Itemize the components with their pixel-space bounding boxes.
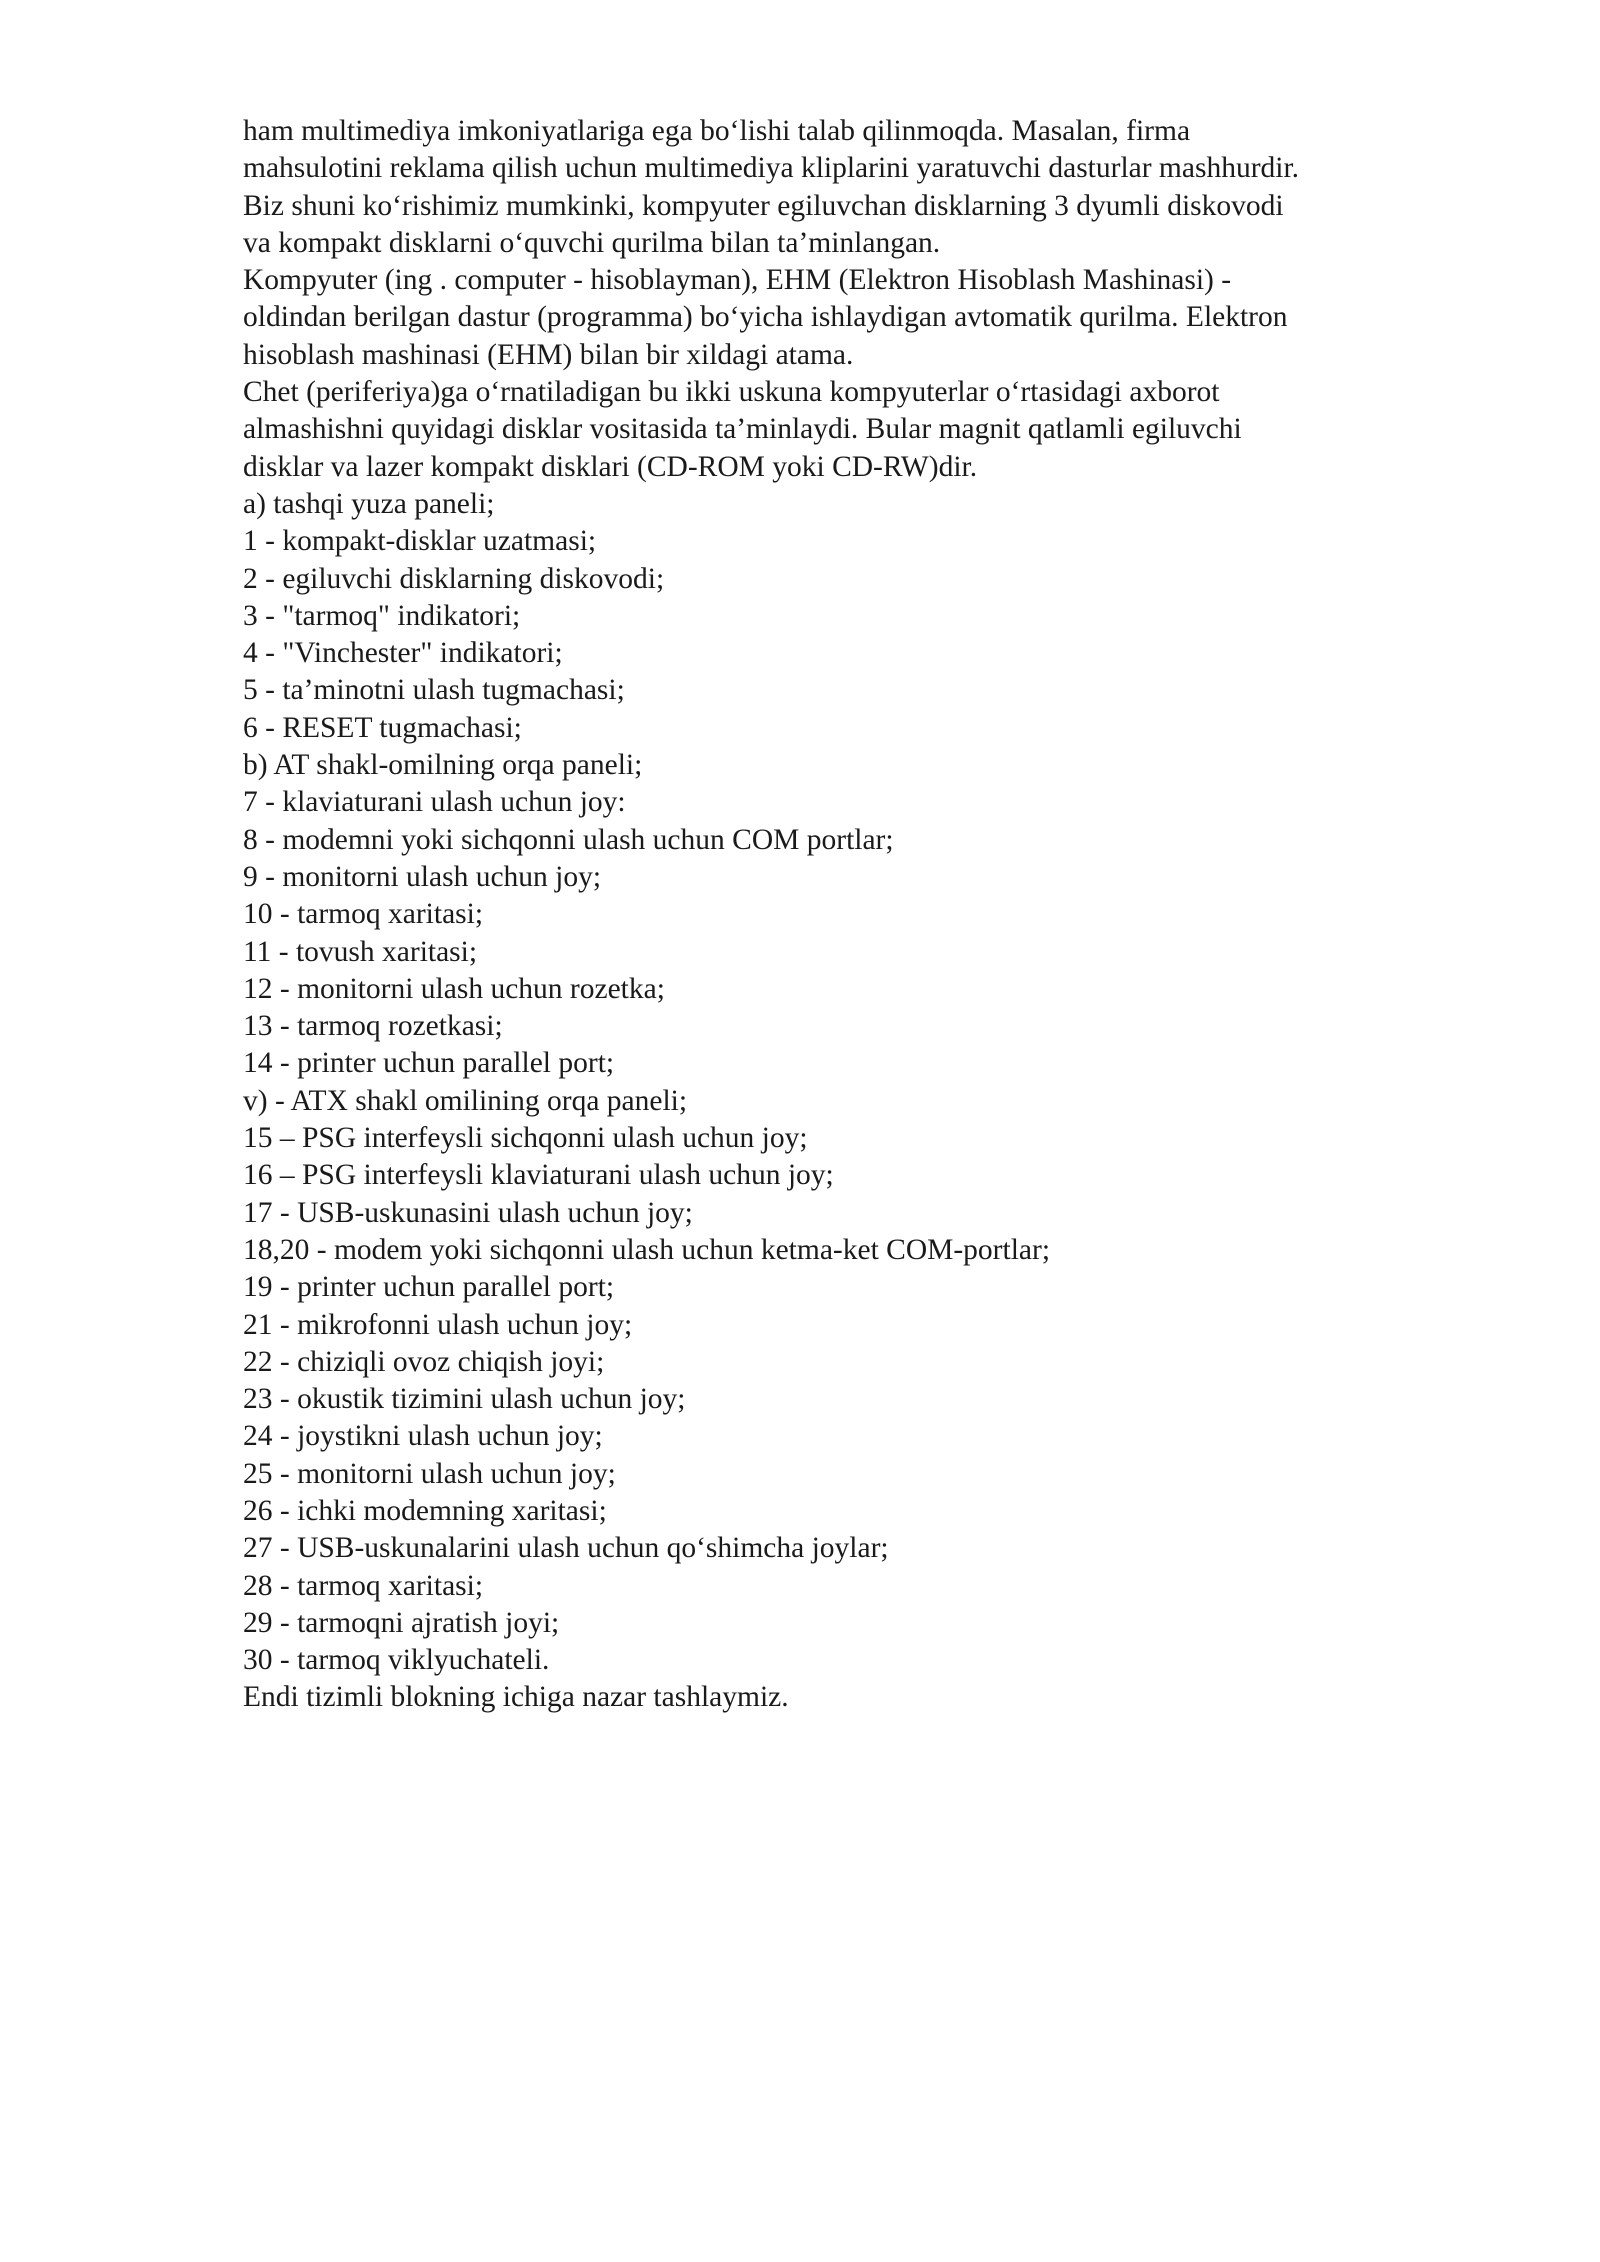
list-item: 26 - ichki modemning xaritasi; <box>243 1494 607 1527</box>
list-item: 30 - tarmoq viklyuchateli. <box>243 1644 550 1677</box>
list-item: 6 - RESET tugmachasi; <box>243 711 522 744</box>
list-item: 13 - tarmoq rozetkasi; <box>243 1010 503 1043</box>
text-line: Chet (periferiya)ga o‘rnatiladigan bu ikki uskuna kompyuterlar o‘rtasidagi axborot <box>243 376 1220 409</box>
list-item: 18,20 - modem yoki sichqonni ulash uchun ketma-ket COM-portlar; <box>243 1233 1051 1266</box>
list-item: 28 - tarmoq xaritasi; <box>243 1569 484 1602</box>
section-heading: a) tashqi yuza paneli; <box>243 487 495 520</box>
section-heading: b) AT shakl-omilning orqa paneli; <box>243 749 643 782</box>
list-item: 11 - tovush xaritasi; <box>243 935 478 968</box>
text-line: hisoblash mashinasi (EHM) bilan bir xildagi atama. <box>243 338 854 371</box>
list-item: 5 - ta’minotni ulash tugmachasi; <box>243 674 625 707</box>
list-item: 7 - klaviaturani ulash uchun joy: <box>243 786 626 819</box>
list-item: 3 - "tarmoq" indikatori; <box>243 599 521 632</box>
list-item: 8 - modemni yoki sichqonni ulash uchun COM portlar; <box>243 823 894 856</box>
list-item: 24 - joystikni ulash uchun joy; <box>243 1420 603 1453</box>
list-item: 22 - chiziqli ovoz chiqish joyi; <box>243 1345 605 1378</box>
list-item: 27 - USB-uskunalarini ulash uchun qo‘shimcha joylar; <box>243 1532 889 1565</box>
text-line: oldindan berilgan dastur (programma) bo‘yicha ishlaydigan avtomatik qurilma. Elektron <box>243 301 1288 334</box>
text-line: Kompyuter (ing . computer - hisoblayman), EHM (Elektron Hisoblash Mashinasi) - <box>243 264 1232 297</box>
list-item: 16 – PSG interfeysli klaviaturani ulash uchun joy; <box>243 1159 834 1192</box>
list-item: 12 - monitorni ulash uchun rozetka; <box>243 972 665 1005</box>
text-line: va kompakt disklarni o‘quvchi qurilma bilan ta’minlangan. <box>243 226 941 259</box>
text-line: Biz shuni ko‘rishimiz mumkinki, kompyuter egiluvchan disklarning 3 dyumli diskovodi <box>243 189 1284 222</box>
list-item: 19 - printer uchun parallel port; <box>243 1271 615 1304</box>
list-item: 29 - tarmoqni ajratish joyi; <box>243 1606 560 1639</box>
list-item: 9 - monitorni ulash uchun joy; <box>243 860 602 893</box>
closing-text: Endi tizimli blokning ichiga nazar tashlaymiz. <box>243 1681 789 1714</box>
list-item: 23 - okustik tizimini ulash uchun joy; <box>243 1383 686 1416</box>
list-item: 17 - USB-uskunasini ulash uchun joy; <box>243 1196 693 1229</box>
text-line: almashishni quyidagi disklar vositasida ta’minlaydi. Bular magnit qatlamli egiluvchi <box>243 413 1242 446</box>
list-item: 4 - "Vinchester" indikatori; <box>243 637 563 670</box>
list-item: 1 - kompakt-disklar uzatmasi; <box>243 525 597 558</box>
section-heading: v) - ATX shakl omilining orqa paneli; <box>243 1084 688 1117</box>
document-body <box>243 113 1423 1717</box>
list-item: 14 - printer uchun parallel port; <box>243 1047 615 1080</box>
list-item: 21 - mikrofonni ulash uchun joy; <box>243 1308 633 1341</box>
text-line: disklar va lazer kompakt disklari (CD-ROM yoki CD-RW)dir. <box>243 450 978 483</box>
text-line: ham multimediya imkoniyatlariga ega bo‘lishi talab qilinmoqda. Masalan, firma <box>243 115 1191 147</box>
list-item: 2 - egiluvchi disklarning diskovodi; <box>243 562 665 595</box>
list-item: 25 - monitorni ulash uchun joy; <box>243 1457 616 1490</box>
text-line: mahsulotini reklama qilish uchun multimediya kliplarini yaratuvchi dasturlar mashhurdir. <box>243 152 1300 185</box>
list-item: 15 – PSG interfeysli sichqonni ulash uchun joy; <box>243 1122 808 1155</box>
list-item: 10 - tarmoq xaritasi; <box>243 898 484 931</box>
